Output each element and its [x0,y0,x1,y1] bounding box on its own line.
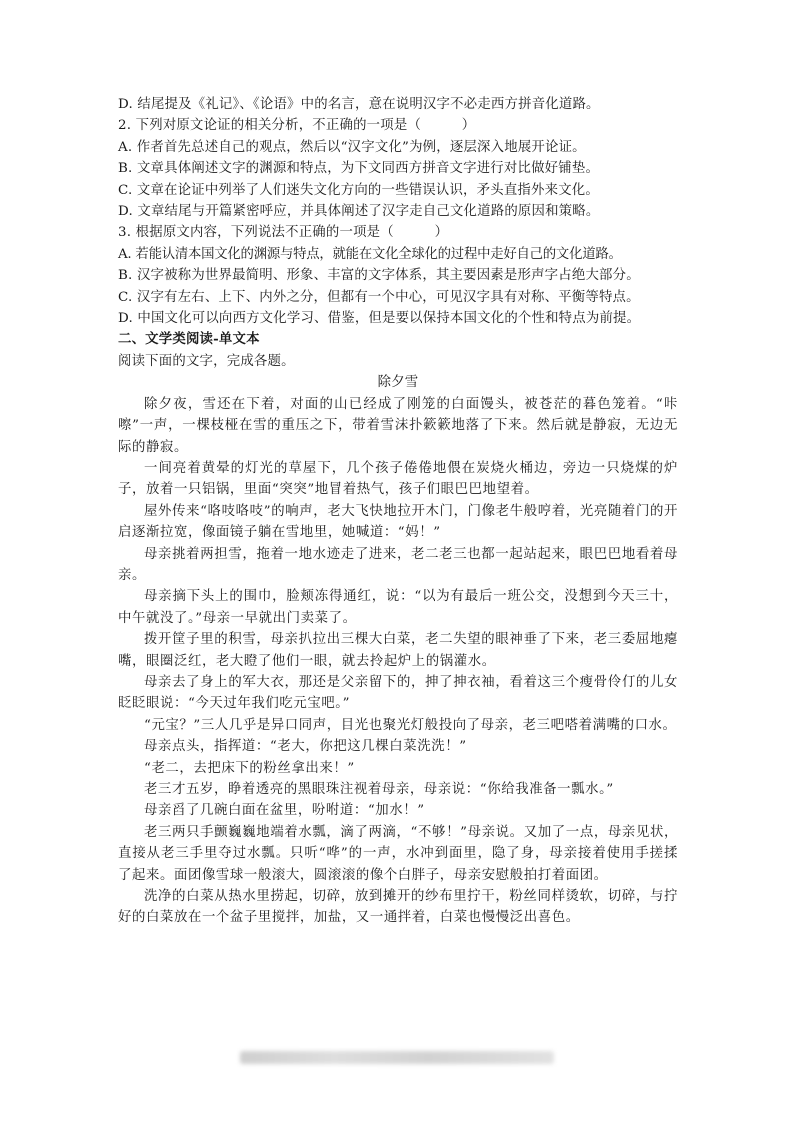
story-paragraph: 母亲摘下头上的围巾，脸颊冻得通红，说：“以为有最后一班公交，没想到今天三十，中午就没了。”母亲一早就出门卖菜了。 [118,589,678,626]
story-paragraph: 洗净的白菜从热水里捞起，切碎，放到摊开的纱布里拧干，粉丝同样烫软，切碎，与拧好的白菜放在一个盆子里搅拌，加盐，又一通拌着，白菜也慢慢泛出喜色。 [118,889,678,926]
question-3-option-a: A. 若能认清本国文化的渊源与特点，就能在文化全球化的过程中走好自己的文化道路。 [118,246,622,262]
question-2-option-d: D. 文章结尾与开篇紧密呼应，并具体阐述了汉字走自己文化道路的原因和策略。 [118,204,600,220]
story-paragraph: “老二，去把床下的粉丝拿出来！” [144,760,355,776]
question-2-option-c: C. 文章在论证中列举了人们迷失文化方向的一些错误认识，矛头直指外来文化。 [118,182,599,198]
section-heading: 二、文学类阅读-单文本 [118,331,260,348]
question-2-option-a: A. 作者首先总述自己的观点，然后以“汉字文化”为例，逐层深入地展开论证。 [118,139,586,155]
story-paragraph: 老三才五岁，睁着透亮的黑眼珠注视着母亲，母亲说：“你给我准备一瓢水。” [144,782,614,797]
blurred-footer-watermark [240,1051,554,1064]
question-3-option-b: B. 汉字被称为世界最简明、形象、丰富的文字体系，其主要因素是形声字占绝大部分。 [118,268,640,284]
document-page [118,94,678,929]
story-paragraph: 母亲挑着两担雪，拖着一地水迹走了进来，老二老三也都一起站起来，眼巴巴地看着母亲。 [118,546,678,583]
story-title: 除夕雪 [377,375,419,391]
question-1-option-d: D. 结尾提及《礼记》、《论语》中的名言，意在说明汉字不必走西方拼音化道路。 [118,97,600,112]
question-2-stem: 2. 下列对原文论证的相关分析，不正确的一项是（ ） [118,118,476,134]
question-2-option-b: B. 文章具体阐述文字的渊源和特点，为下文同西方拼音文字进行对比做好铺垫。 [118,161,600,177]
question-3-option-c: C. 汉字有左右、上下、内外之分，但都有一个中心，可见汉字具有对称、平衡等特点。 [118,289,640,305]
story-paragraph: 母亲点头，指挥道：“老大，你把这几棵白菜洗洗！” [144,739,467,755]
story-paragraph: 拨开筐子里的积雪，母亲扒拉出三棵大白菜，老二失望的眼神垂了下来，老三委屈地瘪嘴，眼圈泛红，老大瞪了他们一眼，就去拎起炉上的锅灌水。 [118,632,678,669]
reading-instruction: 阅读下面的文字，完成各题。 [118,353,295,369]
question-3-stem: 3. 根据原文内容，下列说法不正确的一项是（ ） [118,225,449,241]
story-paragraph: “元宝？”三人几乎是异口同声，目光也聚光灯般投向了母亲，老三吧嗒着满嘴的口水。 [144,717,677,733]
story-paragraph: 一间亮着黄晕的灯光的草屋下，几个孩子倦倦地偎在炭烧火桶边，旁边一只烧煤的炉子，放着一只铝锅，里面“突突”地冒着热气，孩子们眼巴巴地望着。 [118,460,678,498]
story-paragraph: 老三两只手颤巍巍地端着水瓢，滴了两滴，“不够！”母亲说。又加了一点，母亲见状，直接从老三手里夺过水瓢。只听“哗”的一声，水冲到面里，隐了身，母亲接着使用手搓揉了起来。面团像雪球一般滚大，圆滚滚的像个白胖子，母亲安慰般拍打着面团。 [118,824,678,883]
story-paragraph: 母亲去了身上的军大衣，那还是父亲留下的，抻了抻衣袖，看着这三个瘦骨伶仃的儿女眨眨眼说：“今天过年我们吃元宝吧。” [118,674,678,712]
story-paragraph: 母亲舀了几碗白面在盆里，吩咐道：“加水！” [144,803,425,819]
story-paragraph: 除夕夜，雪还在下着，对面的山已经成了刚笼的白面馒头，被苍茫的暮色笼着。“咔嚓”一声，一棵枝桠在雪的重压之下，带着雪沫扑簌簌地落了下来。然后就是静寂，无边无际的静寂。 [118,396,678,455]
story-paragraph: 屋外传来“咯吱咯吱”的响声，老大飞快地拉开木门，门像老牛般哼着，光亮随着门的开启逐渐拉宽，像面镜子躺在雪地里，她喊道：“妈！” [118,503,678,541]
question-3-option-d: D. 中国文化可以向西方文化学习、借鉴，但是要以保持本国文化的个性和特点为前提。 [118,311,641,327]
